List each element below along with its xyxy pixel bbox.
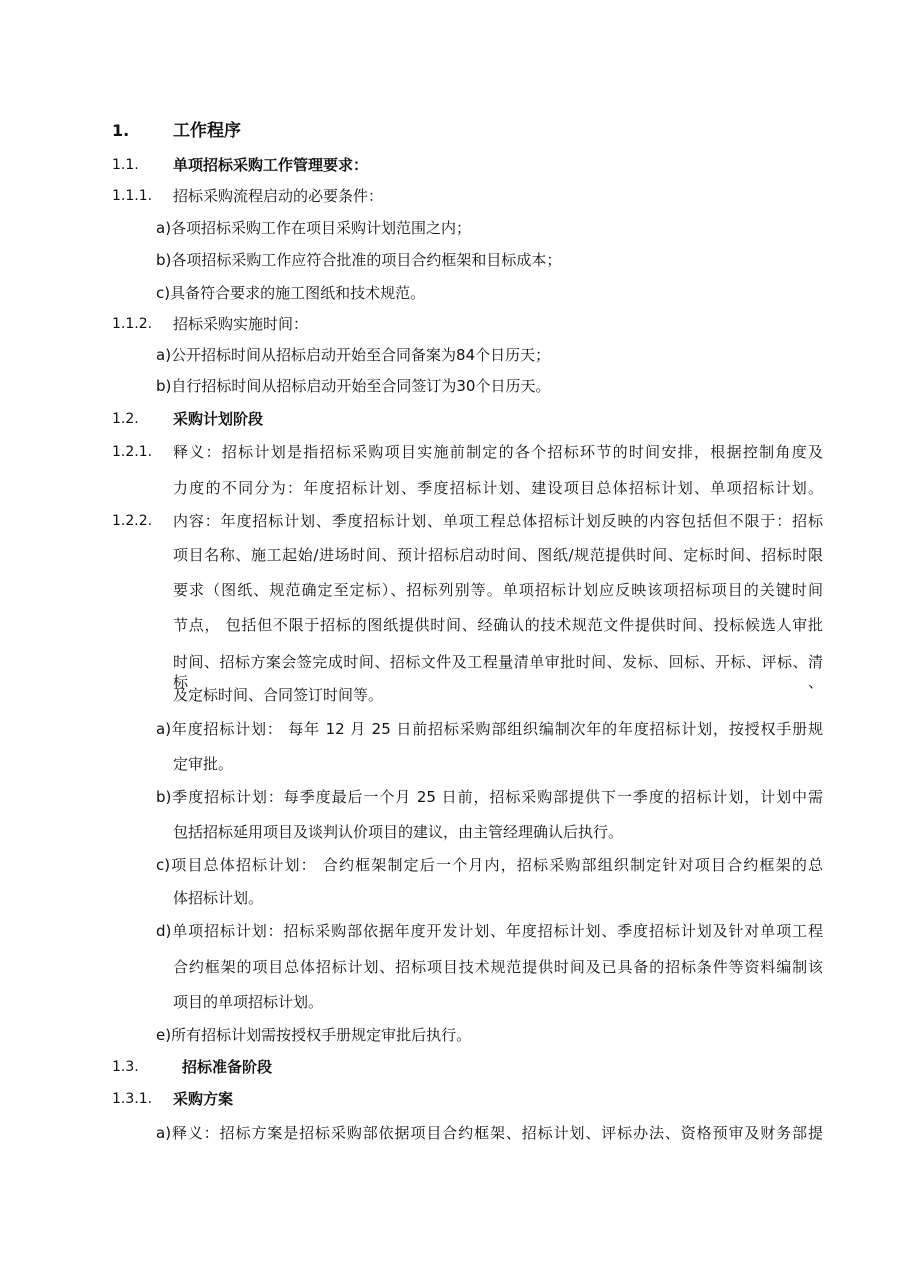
list-item-continuation: 包括招标延用项目及谈判认价项目的建议，由主管经理确认后执行。 [173, 823, 624, 841]
section-number: 1.1.1. [112, 188, 153, 204]
paragraph-line: 内容：年度招标计划、季度招标计划、单项工程总体招标计划反映的内容包括但不限于：招标 [173, 512, 823, 530]
list-item-continuation: 合约框架的项目总体招标计划、招标项目技术规范提供时间及已具备的招标条件等资料编制该 [173, 958, 823, 976]
paragraph-line: 项目名称、施工起始/进场时间、预计招标启动时间、图纸/规范提供时间、定标时间、招标时限 [173, 546, 823, 564]
list-item: a)公开招标时间从招标启动开始至合同备案为84个日历天； [156, 346, 551, 364]
section-number: 1.2.1. [112, 444, 153, 460]
section-number: 1.3. [112, 1059, 139, 1075]
list-item: d)单项招标计划：招标采购部依据年度开发计划、年度招标计划、季度招标计划及针对单项工程 [156, 922, 823, 940]
section-number: 1.1.2. [112, 316, 153, 332]
paragraph-line: 及定标时间、合同签订时间等。 [173, 686, 384, 704]
section-title: 工作程序 [173, 121, 241, 141]
list-item: a)各项招标采购工作在项目采购计划范围之内； [156, 219, 472, 237]
list-item-continuation: 定审批。 [173, 755, 234, 773]
section-title: 招标准备阶段 [182, 1058, 273, 1076]
section-number: 1.2. [112, 411, 139, 427]
list-item: b)各项招标采购工作应符合批准的项目合约框架和目标成本； [156, 251, 562, 269]
list-item: e)所有招标计划需按授权手册规定审批后执行。 [156, 1026, 472, 1044]
paragraph-line: 要求（图纸、规范确定至定标）、招标列别等。单项招标计划应反映该项招标项目的关键时间 [173, 581, 823, 599]
section-title: 招标采购实施时间： [173, 315, 309, 333]
paragraph-line: 节点， 包括但不限于招标的图纸提供时间、经确认的技术规范文件提供时间、投标候选人审批 [173, 616, 823, 634]
section-title: 单项招标采购工作管理要求： [173, 156, 369, 174]
paragraph-line: 时间、招标方案会签完成时间、招标文件及工程量清单审批时间、发标、回标、开标、评标、清标、 [173, 653, 823, 691]
section-number: 1.3.1. [112, 1091, 153, 1107]
list-item-continuation: 项目的单项招标计划。 [173, 993, 324, 1011]
section-number: 1.2.2. [112, 513, 153, 529]
list-item: c)项目总体招标计划： 合约框架制定后一个月内，招标采购部组织制定针对项目合约框架的总 [156, 856, 823, 874]
list-item-continuation: 体招标计划。 [173, 889, 264, 907]
list-item: b)季度招标计划：每季度最后一个月 25 日前，招标采购部提供下一季度的招标计划，计划中需 [156, 788, 823, 806]
paragraph-line: 力度的不同分为：年度招标计划、季度招标计划、建设项目总体招标计划、单项招标计划。 [173, 479, 823, 497]
paragraph-line: 释义：招标计划是指招标采购项目实施前制定的各个招标环节的时间安排，根据控制角度及 [173, 443, 823, 461]
list-item: c)具备符合要求的施工图纸和技术规范。 [156, 284, 426, 302]
list-item: b)自行招标时间从招标启动开始至合同签订为30个日历天。 [156, 377, 551, 395]
section-number: 1. [112, 121, 130, 140]
list-item: a)年度招标计划： 每年 12 月 25 日前招标采购部组织编制次年的年度招标计划，按授权手册规 [156, 720, 823, 738]
list-item: a)释义：招标方案是招标采购部依据项目合约框架、招标计划、评标办法、资格预审及财务部提 [156, 1124, 823, 1142]
section-number: 1.1. [112, 157, 139, 173]
section-title: 招标采购流程启动的必要条件： [173, 187, 384, 205]
section-title: 采购方案 [173, 1090, 234, 1108]
section-title: 采购计划阶段 [173, 410, 264, 428]
